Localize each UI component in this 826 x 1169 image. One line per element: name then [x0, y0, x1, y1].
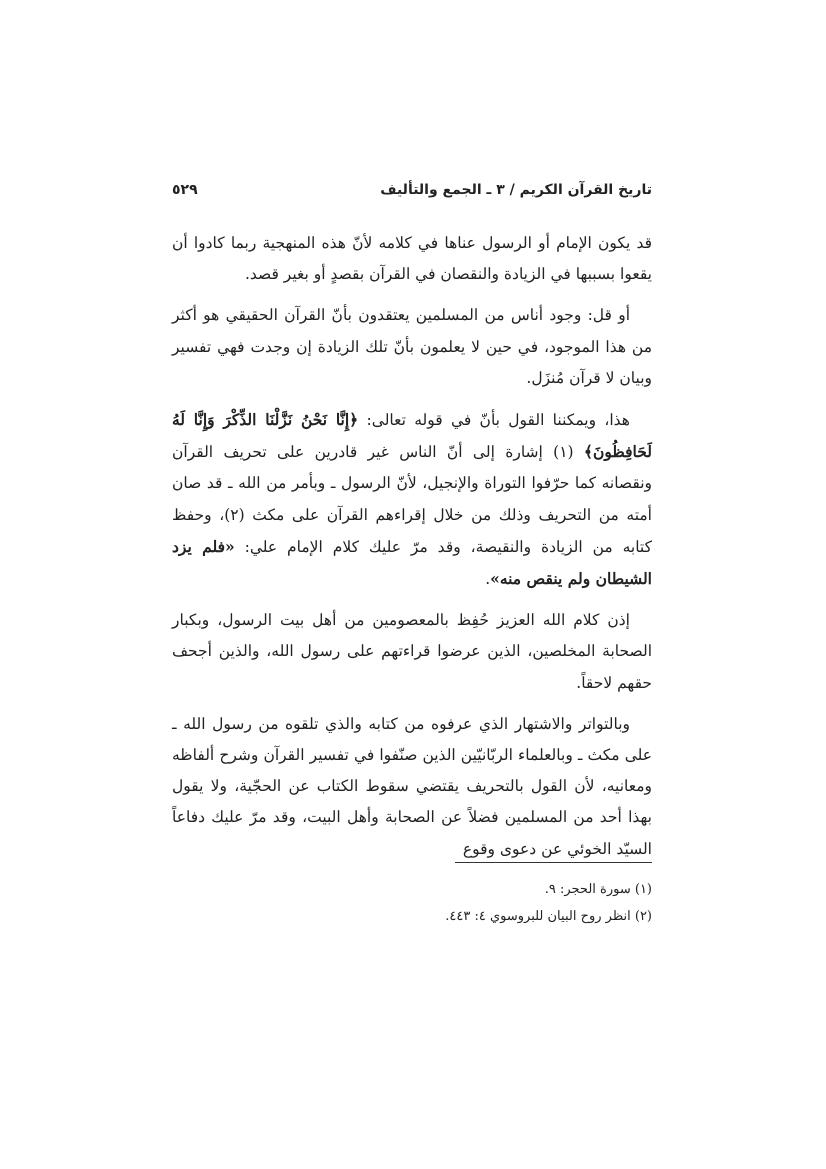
paragraph-2: أو قل: وجود أناس من المسلمين يعتقدون بأنّ القرآن الحقيقي هو أكثر من هذا الموجود، في حين لا يعلمون بأنّ تلك الزيادة إن وجدت فهي تفسير وبيان لا قرآن مُنزَل. — [172, 306, 652, 387]
footnote-1: (١) سورة الحجر: ٩. — [544, 882, 652, 897]
running-title: تاريخ القرآن الكريم / ٣ ـ الجمع والتأليف — [380, 182, 652, 198]
footnote-ref-2: (٢) — [224, 505, 245, 524]
paragraph-1: قد يكون الإمام أو الرسول عناها في كلامه لأنّ هذه المنهجية ربما كادوا أن يقعوا بسببها في الزيادة والنقصان في القرآن بقصدٍ أو بغير قصد. — [172, 234, 652, 284]
footnote-ref-1: (١) — [542, 443, 584, 462]
paragraph-3-after: ، وحفظ كتابه من الزيادة والنقيصة، وقد مرّ عليك كلام الإمام علي: — [172, 505, 652, 556]
paragraph-3-intro: هذا، ويمكننا القول بأنّ في قوله تعالى: — [358, 411, 630, 430]
paragraph-4: إذن كلام الله العزيز حُفِظ بالمعصومين من أهل بيت الرسول، وبكبار الصحابة المخلصين، الذين عرضوا قراءتهم على رسول الله، والذين أجحف حقهم لاحقاً. — [172, 611, 652, 692]
paragraph-5: وبالتواتر والاشتهار الذي عرفوه من كتابه والذي تلقوه من رسول الله ـ على مكث ـ وبالعلماء الربّانيّين الذين صنّفوا في تفسير القرآن وشرح ألفاظه ومعانيه، لأن القول بالتحريف يقتضي سقوط الكتاب عن الحجّية، ولا يقول بهذا أحد من المسلمين فضلاً عن الصحابة وأهل البيت، وقد مرّ عليك دفاعاً السيّد الخوئي عن دعوى وقوع — [172, 714, 652, 858]
quran-verse: ﴿إِنَّا نَحْنُ نَزَّلْنَا الذِّكْرَ وَإِنَّا لَهُ لَحَافِظُونَ﴾ — [172, 410, 652, 462]
paragraph-3 — [172, 404, 652, 595]
paragraph-3-end: . — [485, 570, 491, 589]
footnotes — [172, 876, 652, 930]
footnote-separator — [455, 862, 652, 863]
page-header — [172, 182, 652, 210]
footnote-2: (٢) انظر روح البيان للبروسوي ٤: ٤٤٣. — [445, 909, 652, 924]
body-text — [172, 228, 652, 875]
paragraph-3-middle: إشارة إلى أنّ الناس غير قادرين على تحريف القرآن ونقصانه كما حرّفوا التوراة والإنجيل، لأنّ الرسول ـ وبأمر من الله ـ قد صان أمته من التحريف وذلك من خلال إقراءهم القرآن على مكث — [172, 443, 652, 524]
imam-quote: «فلم يزد الشيطان ولم ينقص منه» — [172, 536, 652, 589]
page-number: ٥٢٩ — [172, 182, 198, 198]
